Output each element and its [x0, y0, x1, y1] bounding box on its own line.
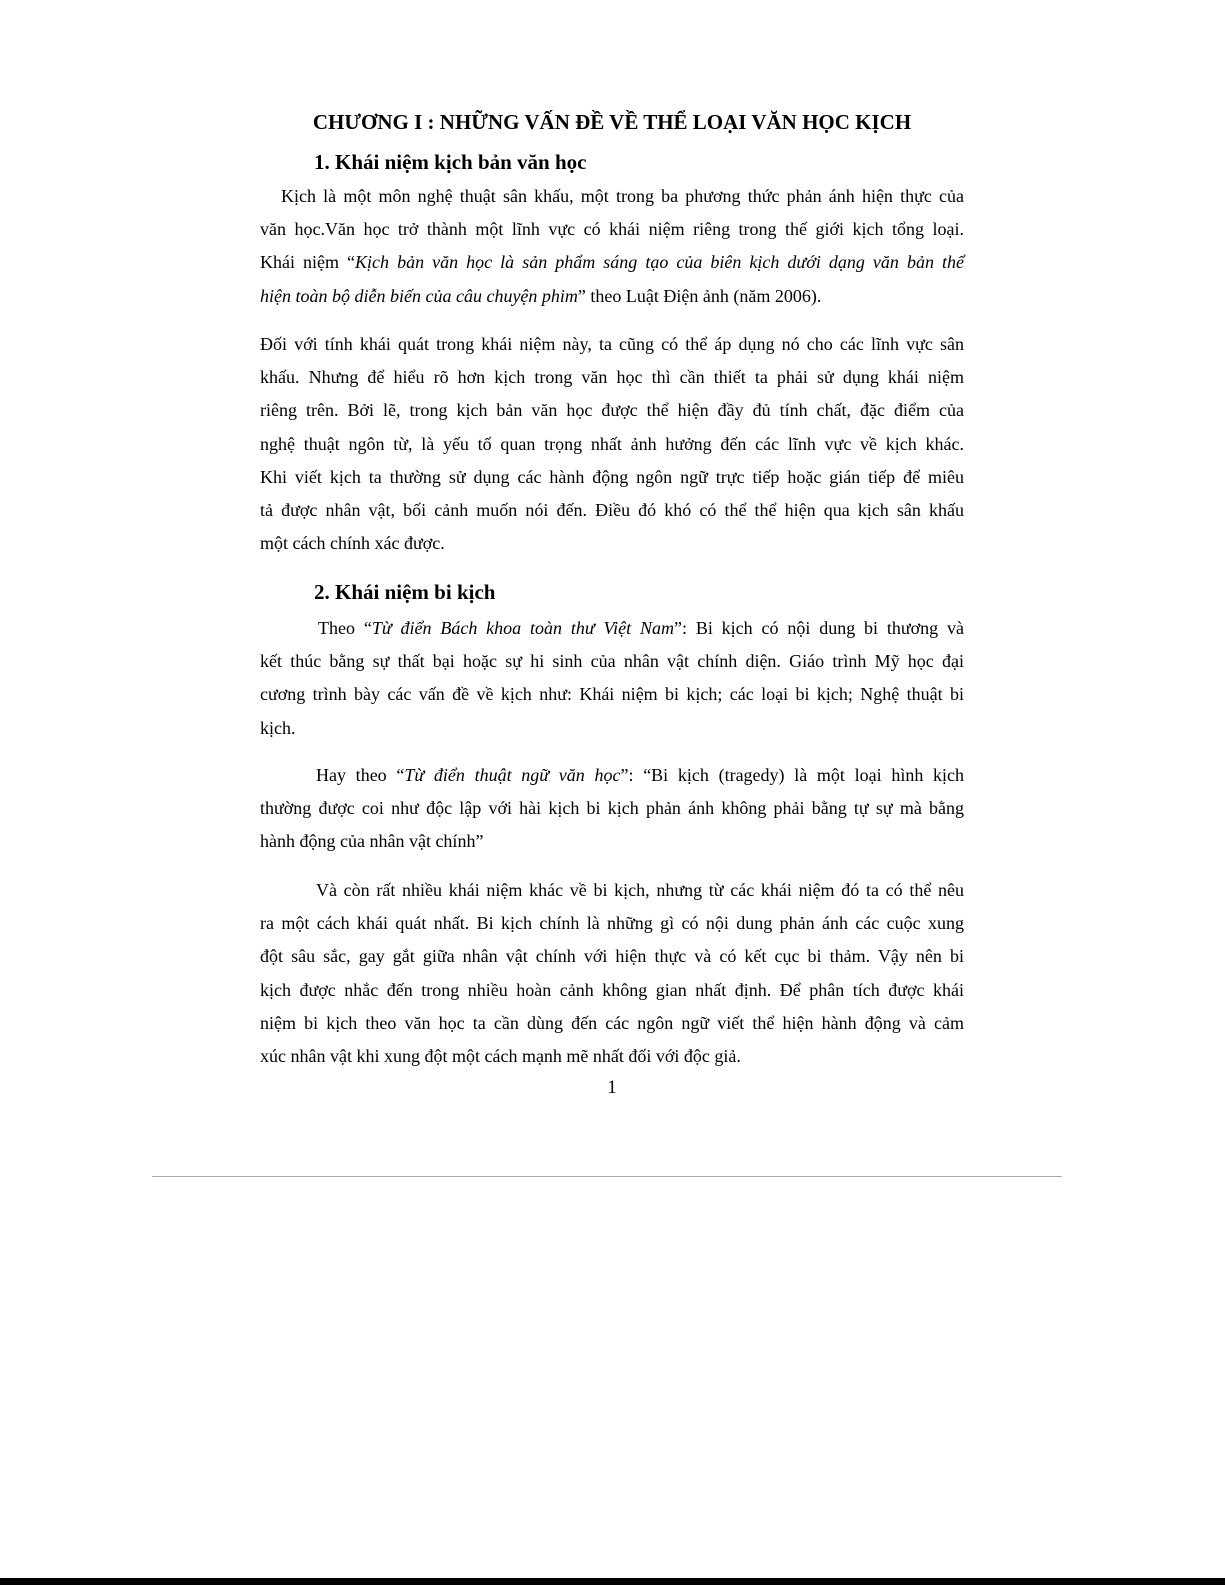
section-heading-1: 1. Khái niệm kịch bản văn học	[314, 150, 587, 174]
paragraph-line: tả được nhân vật, bối cảnh muốn nói đến. Điều đó khó có thể thể hiện qua kịch sân khấu	[260, 500, 964, 521]
text-run: Theo “	[318, 618, 372, 638]
paragraph-line: xúc nhân vật khi xung đột một cách mạnh mẽ nhất đối với độc giả.	[260, 1046, 741, 1067]
paragraph-bi-kich-summary	[260, 874, 964, 1073]
quote-italic: Từ điển thuật ngữ văn học	[404, 765, 621, 785]
paragraph-line: văn học.Văn học trở thành một lĩnh vực có khái niệm riêng trong thế giới kịch tổng loại.	[260, 219, 964, 240]
paragraph-line: Và còn rất nhiều khái niệm khác về bi kịch, nhưng từ các khái niệm đó ta có thể nêu	[316, 880, 964, 900]
paragraph-line: Kịch là một môn nghệ thuật sân khấu, một trong ba phương thức phản ánh hiện thực của	[281, 186, 964, 206]
text-run: ” theo Luật Điện ảnh (năm 2006).	[577, 285, 822, 306]
paragraph-line: nghệ thuật ngôn từ, là yếu tố quan trọng nhất ảnh hưởng đến các lĩnh vực về kịch khác.	[260, 433, 964, 454]
text-run: ”: Bi kịch có nội dung bi thương và	[674, 618, 964, 638]
text-run: Khái niệm “	[260, 252, 356, 273]
text-run: Hay theo “	[316, 765, 405, 785]
paragraph-line: hành động của nhân vật chính”	[260, 831, 484, 852]
paragraph-kich-ban-detail	[260, 328, 964, 560]
chapter-title: CHƯƠNG I : NHỮNG VẤN ĐỀ VỀ THỂ LOẠI VĂN HỌC KỊCH	[312, 110, 912, 134]
paragraph-line: Đối với tính khái quát trong khái niệm này, ta cũng có thể áp dụng nó cho các lĩnh vực sân	[260, 334, 964, 354]
text-run: ”: “Bi kịch (tragedy) là một loại hình kịch	[620, 765, 965, 785]
quote-italic: hiện toàn bộ diễn biến của câu chuyện phim	[260, 285, 578, 306]
paragraph-line: riêng trên. Bởi lẽ, trong kịch bản văn học được thể hiện đầy đủ tính chất, đặc điểm của	[260, 400, 964, 421]
paragraph-line: Khi viết kịch ta thường sử dụng các hành động ngôn ngữ trực tiếp hoặc gián tiếp để miêu	[260, 466, 964, 487]
paragraph-bi-kich-terminology	[260, 759, 964, 859]
paragraph-line	[260, 612, 964, 645]
paragraph-line: cương trình bày các vấn đề về kịch như: Khái niệm bi kịch; các loại bi kịch; Nghệ thuật bi	[260, 684, 964, 705]
paragraph-line: niệm bi kịch theo văn học ta cần dùng đến các ngôn ngữ viết thể hiện hành động và cảm	[260, 1012, 964, 1033]
paragraph-line: đột sâu sắc, gay gắt giữa nhân vật chính với hiện thực và có kết cục bi thảm. Vậy nên bi	[260, 946, 964, 967]
paragraph-line	[260, 280, 964, 313]
paragraph-line: kịch.	[260, 717, 296, 738]
page-number: 1	[607, 1077, 617, 1098]
paragraph-line	[260, 246, 964, 279]
section-heading-2: 2. Khái niệm bi kịch	[314, 580, 496, 604]
quote-italic: Từ điển Bách khoa toàn thư Việt Nam	[371, 618, 674, 638]
paragraph-line: kịch được nhắc đến trong nhiều hoàn cảnh không gian nhất định. Để phân tích được khái	[260, 979, 964, 1000]
paragraph-line: thường được coi như độc lập với hài kịch bi kịch phản ánh không phải bằng tự sự mà bằng	[260, 798, 964, 819]
paragraph-line: ra một cách khái quát nhất. Bi kịch chính là những gì có nội dung phản ánh các cuộc xung	[260, 913, 964, 934]
paragraph-line	[260, 759, 964, 792]
paragraph-line: khấu. Nhưng để hiểu rõ hơn kịch trong văn học thì cần thiết ta phải sử dụng khái niệm	[260, 367, 964, 388]
paragraph-bi-kich-definition	[260, 612, 964, 745]
quote-italic: Kịch bản văn học là sản phẩm sáng tạo của biên kịch dưới dạng văn bản thể	[355, 252, 964, 273]
paragraph-kich-ban-intro	[260, 180, 964, 313]
paragraph-line: kết thúc bằng sự thất bại hoặc sự hi sinh của nhân vật chính diện. Giáo trình Mỹ học đại	[260, 651, 964, 672]
paragraph-line: một cách chính xác được.	[260, 533, 445, 554]
bottom-edge-bar	[0, 1578, 1225, 1585]
page-divider	[152, 1176, 1062, 1177]
